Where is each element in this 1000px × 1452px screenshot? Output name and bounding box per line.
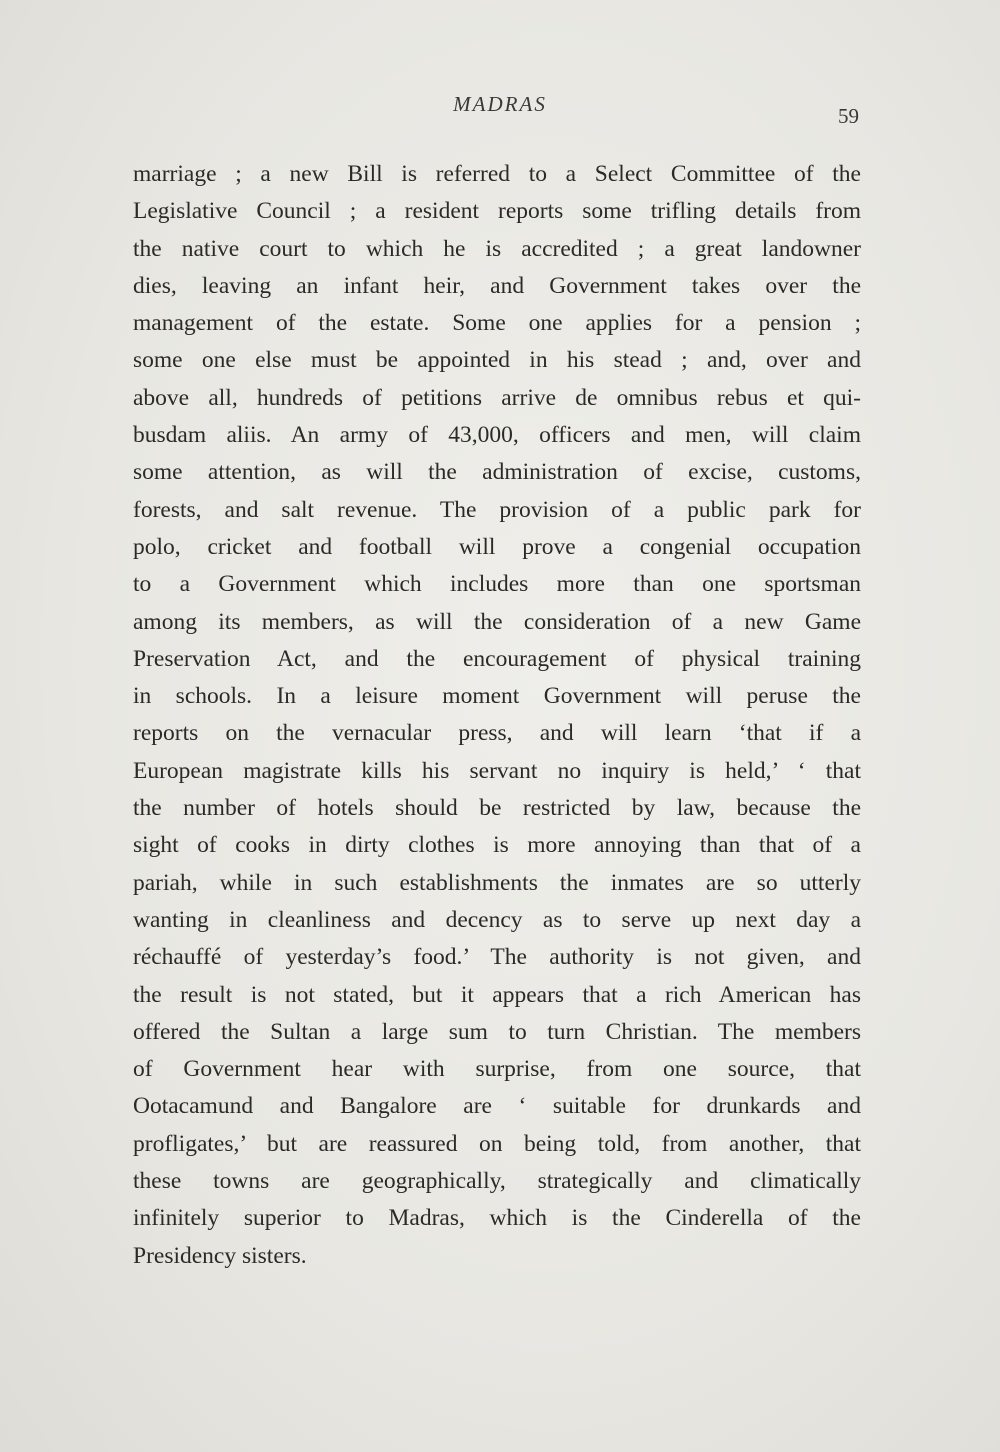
text-line: infinitely superior to Madras, which is the Cinderella of the [133, 1205, 861, 1232]
text-line: marriage ; a new Bill is referred to a Select Committee of the [133, 161, 861, 187]
text-line: the native court to which he is accredited ; a great landowner [133, 235, 861, 262]
text-line: dies, leaving an infant heir, and Government takes over the [133, 272, 861, 299]
text-line: to a Government which includes more than one sportsman [133, 571, 861, 598]
text-line: busdam aliis. An army of 43,000, officers and men, will claim [133, 422, 861, 449]
body-text [133, 156, 861, 1275]
text-line: pariah, while in such establishments the inmates are so utterly [133, 869, 861, 896]
text-line: forests, and salt revenue. The provision of a public park for [133, 496, 861, 523]
text-line: profligates,’ but are reassured on being told, from another, that [133, 1130, 861, 1157]
text-line: Legislative Council ; a resident reports some trifling details from [133, 198, 861, 225]
text-line: management of the estate. Some one applies for a pension ; [133, 310, 861, 337]
running-head: MADRAS [453, 92, 547, 116]
text-line: Ootacamund and Bangalore are ‘ suitable for drunkards and [133, 1093, 861, 1120]
text-line: Preservation Act, and the encouragement of physical training [133, 645, 861, 672]
text-line: offered the Sultan a large sum to turn Christian. The members [133, 1018, 861, 1045]
text-line: these towns are geographically, strategically and climatically [133, 1168, 861, 1195]
text-line: European magistrate kills his servant no inquiry is held,’ ‘ that [133, 757, 861, 784]
text-line: réchauffé of yesterday’s food.’ The authority is not given, and [133, 944, 861, 971]
text-line: polo, cricket and football will prove a congenial occupation [133, 533, 861, 560]
text-line: above all, hundreds of petitions arrive de omnibus rebus et qui- [133, 384, 861, 411]
text-line: reports on the vernacular press, and will learn ‘that if a [133, 720, 861, 747]
text-line: among its members, as will the consideration of a new Game [133, 608, 861, 635]
text-line: Presidency sisters. [133, 1242, 307, 1269]
page-number: 59 [838, 104, 859, 128]
text-line: the number of hotels should be restricted by law, because the [133, 795, 861, 822]
text-line: wanting in cleanliness and decency as to serve up next day a [133, 906, 861, 933]
text-line: some one else must be appointed in his stead ; and, over and [133, 347, 861, 374]
text-line: the result is not stated, but it appears that a rich American has [133, 981, 861, 1008]
text-line: in schools. In a leisure moment Government will peruse the [133, 683, 861, 710]
text-line: sight of cooks in dirty clothes is more annoying than that of a [133, 832, 861, 859]
text-line: of Government hear with surprise, from one source, that [133, 1056, 861, 1083]
text-line: some attention, as will the administration of excise, customs, [133, 459, 861, 486]
